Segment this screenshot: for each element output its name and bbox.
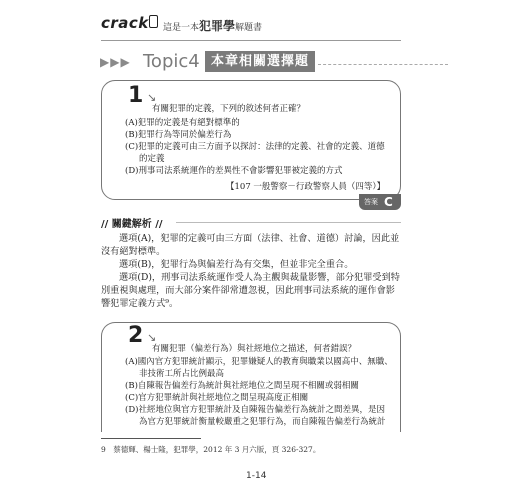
question-number: 2 (128, 323, 144, 348)
logo-badge-icon (149, 15, 158, 28)
page-number: 1-14 (246, 471, 267, 481)
crack-logo: crack (101, 14, 149, 32)
option-c: (C)犯罪的定義可由三方面予以探討：法律的定義、社會的定義、道德 (125, 142, 385, 152)
page-header (0, 0, 520, 42)
option-a: (A)犯罪的定義是有絕對標準的 (125, 118, 240, 128)
footnote-rule (101, 438, 201, 439)
analysis-heading: // 關鍵解析 // (101, 219, 163, 230)
option-d: (D)刑事司法系統運作的差異性不會影響犯罪被定義的方式 (125, 166, 343, 176)
topic-label: Topic4 (143, 51, 200, 72)
header-divider (101, 40, 401, 41)
topic-title: 本章相關選擇題 (205, 51, 315, 72)
analysis-paragraph-1: 選項(A)，犯罪的定義可由三方面（法律、社會、道德）討論，因此並沒有絕對標準。 (101, 233, 400, 257)
subtitle-suffix: 解題書 (235, 23, 263, 33)
answer-label: 答案 (364, 198, 378, 206)
answer-tab (359, 194, 401, 210)
question-stem: 有關犯罪的定義，下列的敘述何者正確？ (152, 104, 306, 114)
option-d: (D)社經地位與官方犯罪統計及自陳報告偏差行為統計之間差異，是因 (125, 405, 385, 415)
question-stem: 有關犯罪（偏差行為）與社經地位之描述，何者錯誤？ (152, 344, 357, 354)
subtitle-big: 犯罪學 (199, 19, 236, 33)
triple-arrow-icon: ▶▶▶ (100, 55, 131, 69)
question-card-2 (101, 322, 401, 432)
option-a: (A)國內官方犯罪統計顯示，犯罪嫌疑人的教育與職業以國高中、無職、 (125, 357, 393, 367)
footnote: 9 蔡德輝、楊士隆，犯罪學，2012 年 3 月六版，頁 326-327。 (101, 445, 321, 454)
question-card-1 (101, 80, 401, 200)
analysis-divider (176, 222, 401, 223)
question-source: 【107 一般警察－行政警察人員（四等）】 (226, 182, 386, 192)
tick-icon: ↘ (147, 91, 157, 104)
option-b: (B)自陳報告偏差行為統計與社經地位之間呈現不相關或弱相關 (125, 381, 359, 391)
answer-letter: C (384, 195, 393, 209)
option-d-cont: 為官方犯罪統計衡量較嚴重之犯罪行為，而自陳報告偏差行為統計 (139, 417, 386, 427)
analysis-paragraph-2: 選項(B)，犯罪行為與偏差行為有交集，但並非完全重合。 (119, 259, 354, 270)
question-number: 1 (128, 83, 144, 108)
option-a-cont: 非技術工所占比例最高 (139, 369, 225, 379)
book-subtitle (163, 17, 262, 34)
subtitle-prefix: 這是一本 (163, 23, 200, 33)
option-c: (C)官方犯罪統計與社經地位之間呈現高度正相關 (125, 393, 309, 403)
topic-divider (318, 64, 448, 65)
tick-icon: ↘ (147, 331, 157, 344)
option-b: (B)犯罪行為等同於偏差行為 (125, 130, 232, 140)
analysis-paragraph-3: 選項(D)，刑事司法系統運作受人為主觀與裁量影響，部分犯罪受到特別重視與處理，而大部分案件卻常遭忽視，因此刑事司法系統的運作會影響犯罪定義方式⁹。 (101, 272, 400, 309)
option-c-cont: 的定義 (139, 154, 165, 164)
